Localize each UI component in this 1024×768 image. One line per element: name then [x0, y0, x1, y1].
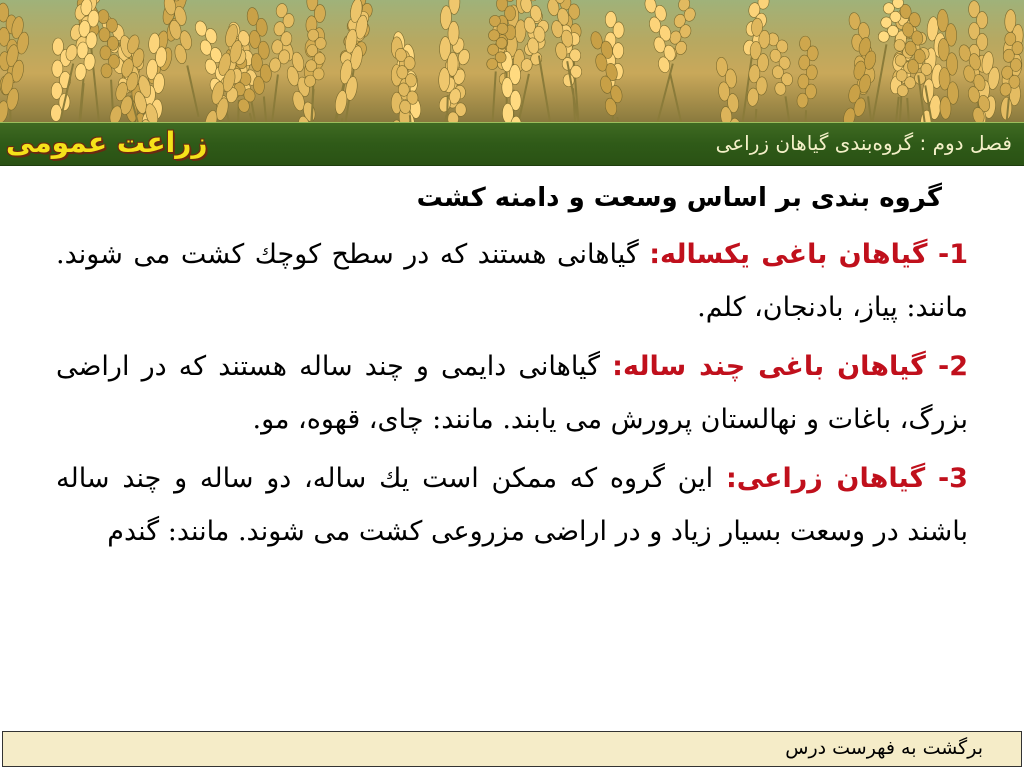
- list-item: [56, 228, 968, 334]
- item-term: گیاهان زراعی:: [725, 463, 926, 494]
- item-text: این گروه كه ممكن است یك ساله، دو ساله و چند ساله باشند در وسعت بسیار زیاد و در اراضی مزروعی كشت می شوند. مانند: گندم: [56, 463, 968, 547]
- section-heading: گروه بندی بر اساس وسعت و دامنه کشت: [416, 183, 942, 213]
- wheat-banner-image: [0, 0, 1024, 122]
- course-title: زراعت عمومی: [6, 126, 208, 159]
- item-term: گیاهان باغی چند ساله:: [612, 351, 926, 382]
- list-item: [56, 340, 968, 446]
- item-text: گیاهانی دایمی و چند ساله هستند كه در اراضی بزرگ، باغات و نهالستان پرورش می یابند. مانند: چای، قهوه، مو.: [56, 351, 968, 435]
- item-number: 2-: [937, 351, 968, 382]
- item-number: 1-: [937, 239, 968, 270]
- item-number: 3-: [937, 463, 968, 494]
- footer-bar: [2, 731, 1022, 767]
- item-term: گیاهان باغی یکساله:: [649, 239, 928, 270]
- back-to-contents-link[interactable]: برگشت به فهرست درس: [785, 737, 983, 759]
- item-text: گیاهانی هستند که در سطح كوچك كشت می شوند. مانند: پیاز، بادنجان، كلم.: [56, 239, 968, 323]
- list-item: [56, 452, 968, 558]
- title-bar: [0, 122, 1024, 166]
- slide-content: [56, 178, 968, 564]
- chapter-title: فصل دوم : گروه‌بندی گیاهان زراعی: [715, 131, 1012, 155]
- wheat-field-illustration: [0, 0, 1024, 122]
